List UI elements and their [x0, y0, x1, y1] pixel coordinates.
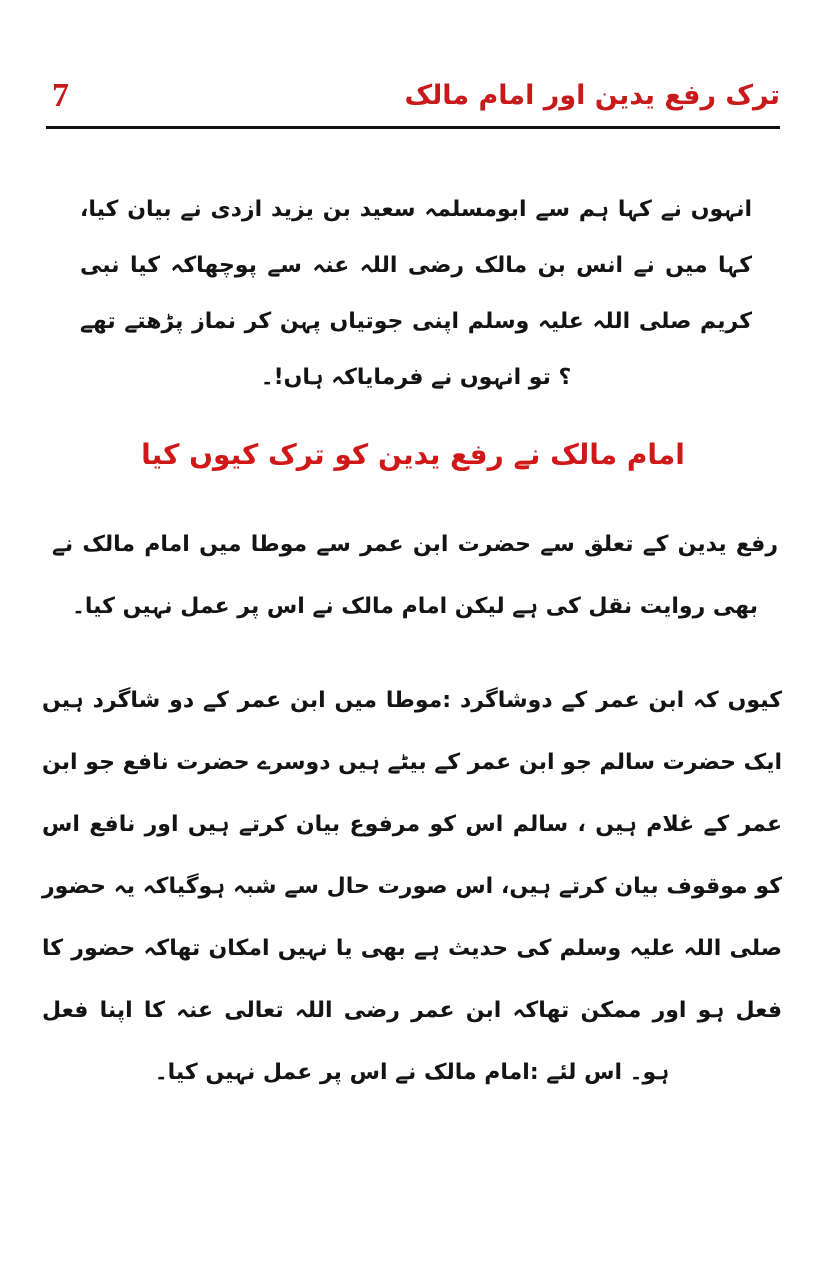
- running-title: ترک رفع یدین اور امام مالک: [404, 80, 780, 111]
- page-number: 7: [52, 77, 69, 114]
- mowatta-paragraph: رفع یدین کے تعلق سے حضرت ابن عمر سے موطا میں امام مالک نے بھی روایت نقل کی ہے لیکن امام مالک نے اس پر عمل نہیں کیا۔: [52, 532, 778, 619]
- header-divider: [46, 126, 780, 129]
- intro-paragraph: انہوں نے کہا ہم سے ابومسلمہ سعید بن یزید ازدی نے بیان کیا، کہا میں نے انس بن مالک رضی اللہ عنہ سے پوچھاکہ کیا نبی کریم صلی اللہ علیہ وسلم اپنی جوتیاں پہن کر نماز پڑھتے تھے ؟ تو انہوں نے فرمایاکہ ہاں!۔: [80, 197, 752, 390]
- reason-paragraph: کیوں کہ ابن عمر کے دوشاگرد :موطا میں ابن عمر کے دو شاگرد ہیں ایک حضرت سالم جو ابن عمر کے بیٹے ہیں دوسرے حضرت نافع جو ابن عمر کے غلام ہیں ، سالم اس کو مرفوع بیان کرتے ہیں اور نافع اس کو موقوف بیان کرتے ہیں، اس صورت حال سے شبہ ہوگیاکہ یہ حضور صلی اللہ علیہ وسلم کی حدیث ہے بھی یا نہیں امکان تھاکہ حضور کا فعل ہو اور ممکن تھاکہ ابن عمر رضی اللہ تعالی عنہ کا اپنا فعل ہو۔ اس لئے :امام مالک نے اس پر عمل نہیں کیا۔: [42, 688, 782, 1085]
- section-heading: امام مالک نے رفع یدین کو ترک کیوں کیا: [141, 438, 685, 472]
- page-header: [46, 72, 780, 124]
